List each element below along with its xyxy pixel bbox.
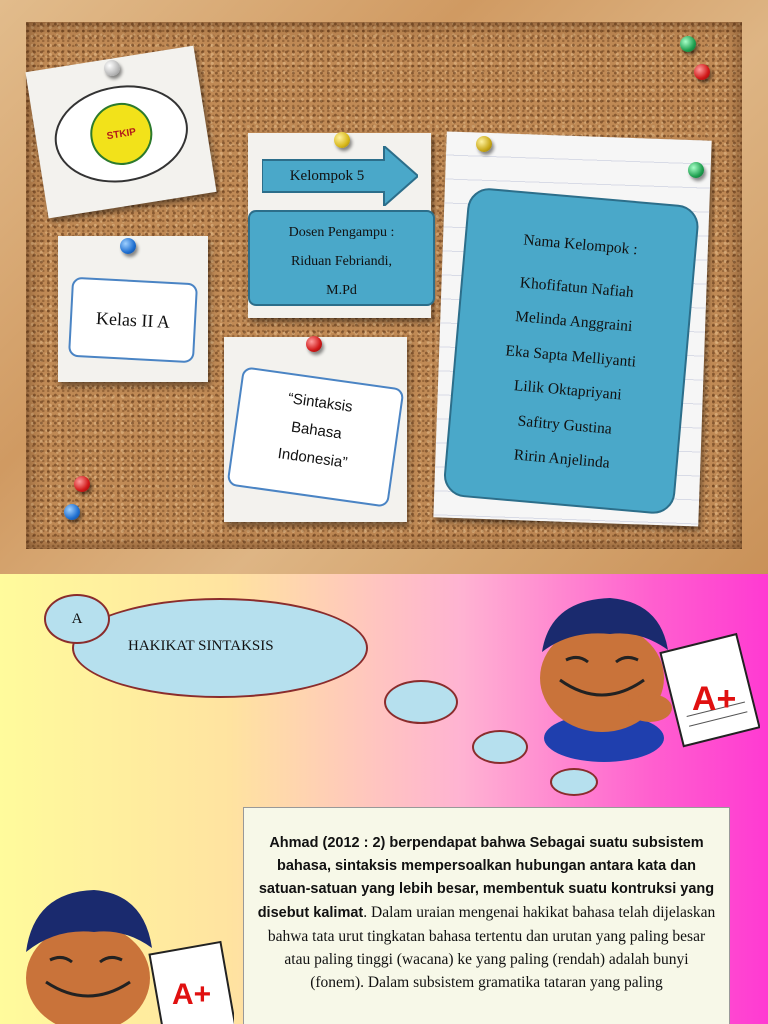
logo-note [25, 46, 216, 219]
campus-logo [48, 76, 195, 192]
members-heading: Nama Kelompok : [522, 231, 639, 259]
lecturer-box [248, 210, 435, 306]
slide-2-hakikat [0, 574, 768, 1024]
group-label: Kelompok 5 [289, 168, 365, 184]
pin-red-icon [74, 476, 90, 492]
pin-blue-icon [64, 504, 80, 520]
pin-green-icon [680, 36, 696, 52]
pin-yellow-icon [334, 132, 350, 148]
members-note [433, 131, 711, 526]
pin-green-icon [688, 162, 704, 178]
members-box [442, 186, 700, 515]
paragraph-box [243, 807, 730, 1024]
lecturer-line-2: Riduan Febriandi, [290, 254, 393, 269]
title-line-3: Indonesia” [276, 444, 349, 472]
class-label: Kelas II A [68, 277, 198, 363]
pin-silver-icon [104, 60, 120, 76]
paragraph-bold-text: Ahmad (2012 : 2) berpendapat bahwa Sebagai suatu subsistem bahasa, sintaksis mempersoalkan hubungan antara kata dan satuan-satuan yang lebih besar, membentuk suatu kontruksi yang disebut kalimat [257, 835, 715, 921]
cartoon-boy-icon [520, 590, 760, 772]
member-item: Lilik Oktapriyani [513, 377, 623, 404]
member-item: Ririn Anjelinda [513, 446, 611, 472]
section-title-bubble [72, 598, 368, 698]
member-item: Khofifatun Nafiah [519, 273, 635, 301]
lecturer-line-3: M.Pd [326, 283, 357, 298]
member-item: Melinda Anggraini [514, 307, 634, 336]
pin-yellow-icon [476, 136, 492, 152]
section-title: HAKIKAT SINTAKSIS [128, 638, 274, 654]
grade-badge: A+ [692, 680, 737, 718]
cartoon-boy-icon [10, 878, 234, 1024]
title-box [226, 366, 404, 508]
title-line-2: Bahasa [290, 418, 343, 443]
class-note [58, 236, 208, 382]
member-item: Eka Sapta Melliyanti [504, 341, 637, 371]
grade-badge: A+ [172, 978, 212, 1011]
title-note [224, 337, 407, 522]
section-letter-badge: A [44, 594, 110, 644]
thought-bubble [550, 768, 598, 796]
member-item: Safitry Gustina [517, 412, 613, 438]
thought-bubble [384, 680, 458, 724]
paragraph-regular-text: . Dalam uraian mengenai hakikat bahasa telah dijelaskan bahwa tata urut tingkatan bahasa tertentu dan urutan yang paling besar atau paling tinggi (wacana) ke yang paling (rendah) adalah bunyi (fonem). Dalam subsistem gramatika tataran yang paling [267, 904, 716, 991]
pin-blue-icon [120, 238, 136, 254]
logo-emblem: STKIP [86, 99, 157, 170]
title-line-1: “Sintaksis [286, 389, 354, 416]
pin-red-icon [694, 64, 710, 80]
lecturer-line-1: Dosen Pengampu : [288, 225, 395, 240]
pin-red-icon [306, 336, 322, 352]
